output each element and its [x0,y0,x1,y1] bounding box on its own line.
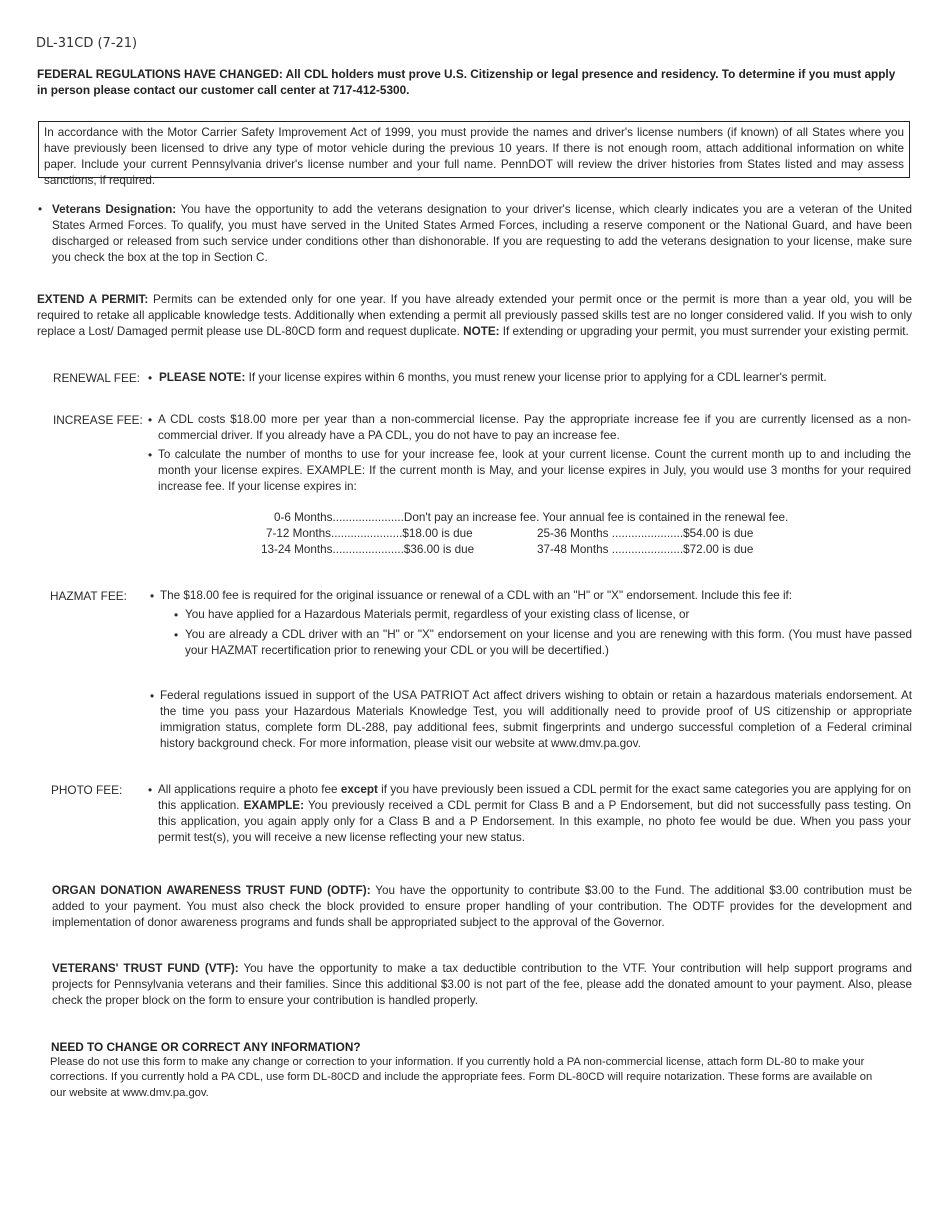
bullet: • [148,371,153,385]
increase-table-row-7-12: 7-12 Months......................$18.00 is due [266,527,473,540]
bullet: • [150,589,155,603]
photo-fee-text-a: All applications require a photo fee [158,783,341,796]
odtf-section [52,883,912,931]
bullet: • [38,203,43,216]
mcsia-notice-box [38,121,910,187]
renewal-note-label: PLEASE NOTE: [159,371,246,384]
photo-fee-example-label: EXAMPLE: [243,799,304,812]
bullet: • [150,689,155,703]
hazmat-fee-sub-2: You are already a CDL driver with an "H" or "X" endorsement on your license and you are renewing with this form. (You must have passed your HAZMAT recertification prior to renewing your CDL or you will be decertified.) [185,628,912,657]
increase-table-row-0-6: 0-6 Months......................Don't pay an increase fee. Your annual fee is contained in the renewal fee. [274,511,789,524]
vtf-section [52,961,912,1009]
bullet: • [148,783,153,797]
odtf-heading: ORGAN DONATION AWARENESS TRUST FUND (ODTF): [52,884,371,897]
bullet: • [148,448,153,462]
photo-fee-text-b: if you have previously been issued a CDL permit for the exact same categories you are applying for on this application. [158,783,911,812]
vtf-text: You have the opportunity to make a tax deductible contribution to the VTF. Your contribution will help support programs and projects for Pennsylvania veterans and their families. Since this additional $3.00 is not part of the fee, please add the donated amount to your payment. Also, please check the proper block on the form to ensure your contribution is handled properly. [52,962,913,1007]
increase-table-row-37-48: 37-48 Months ......................$72.00 is due [537,543,754,556]
renewal-note-text: If your license expires within 6 months, you must renew your license prior to applying for a CDL learner's permit. [245,371,827,384]
federal-regulations-notice: FEDERAL REGULATIONS HAVE CHANGED: All CDL holders must prove U.S. Citizenship or legal presence and residency. To determine if you must apply in person please contact our customer call center at 717-412-5300. [37,67,896,97]
photo-fee-text-c: You previously received a CDL permit for Class B and a P Endorsement, but did not successfully pass testing. On this application, you again apply only for a Class B and a P Endorsement. In this example, no photo fee would be due. When you pass your permit test(s), you will receive a new license reflecting your new status. [158,799,911,844]
photo-fee-text [158,782,911,846]
bullet: • [174,628,179,642]
hazmat-fee-label: HAZMAT FEE: [50,589,127,603]
form-number: DL-31CD (7-21) [36,36,138,51]
photo-fee-except: except [340,783,378,796]
vtf-heading: VETERANS' TRUST FUND (VTF): [52,962,239,975]
extend-permit-note-text: If extending or upgrading your permit, you must surrender your existing permit. [499,325,909,338]
increase-fee-label: INCREASE FEE: [53,413,143,427]
change-info-heading: NEED TO CHANGE OR CORRECT ANY INFORMATION? [51,1040,361,1054]
bullet: • [174,608,179,622]
extend-permit-section [37,292,912,340]
veterans-designation-text: You have the opportunity to add the veterans designation to your driver's license, which clearly indicates you are a veteran of the United States Armed Forces. To qualify, you must have served in the United States Armed Forces, including a reserve component or the National Guard, and have been discharged or released from such service under conditions other than dishonorable. If you are requesting to add the veterans designation to your license, make sure you check the box at the top in Section C. [52,203,912,264]
change-info-text: Please do not use this form to make any change or correction to your information. If you currently hold a PA non-commercial license, attach form DL-80 to make your corrections. If you currently hold a PA CDL, use form DL-80CD and include the appropriate fees. Form DL-80CD will require notarization. These forms are available on our website at www.dmv.pa.gov. [50,1056,873,1099]
extend-permit-text: Permits can be extended only for one year. If you have already extended your permit once or the permit is more than a year old, you will be required to retake all applicable knowledge tests. Additionally when extending a permit all previously passed skills test are no longer considered valid. If you wish to only replace a Lost/ Damaged permit please use DL-80CD form and request duplicate. [37,293,912,338]
increase-fee-bullet-2: To calculate the number of months to use for your increase fee, look at your current license. Count the current month up to and including the month your license expires. EXAMPLE: If the current month is May, and your license expires in July, you would use 3 months for your required increase fee. If your license expires in: [158,448,911,493]
hazmat-fee-sub-1: You have applied for a Hazardous Materials permit, regardless of your existing class of license, or [185,608,690,621]
veterans-designation-section [38,202,912,266]
increase-table-row-13-24: 13-24 Months......................$36.00 is due [261,543,475,556]
renewal-fee-text [159,370,909,386]
bullet: • [148,413,153,427]
hazmat-fee-bullet-1: The $18.00 fee is required for the original issuance or renewal of a CDL with an "H" or "X" endorsement. Include this fee if: [160,589,793,602]
extend-permit-note-label: NOTE: [463,325,500,338]
photo-fee-label: PHOTO FEE: [51,783,123,797]
renewal-fee-label: RENEWAL FEE: [53,371,140,385]
increase-fee-bullet-1: A CDL costs $18.00 more per year than a non-commercial license. Pay the appropriate increase fee if you are currently licensed as a non-commercial driver. If you already have a PA CDL, you do not have to pay an increase fee. [158,413,911,442]
extend-permit-heading: EXTEND A PERMIT: [37,293,149,306]
odtf-text: You have the opportunity to contribute $3.00 to the Fund. The additional $3.00 contribution must be added to your payment. You must also check the block provided to ensure proper handling of your contribution. The ODTF provides for the development and implementation of donor awareness programs and funds shall be appropriated subject to the approval of the Governor. [52,884,912,929]
mcsia-notice-text: In accordance with the Motor Carrier Safety Improvement Act of 1999, you must provide the names and driver's license numbers (if known) of all States where you have previously been licensed to drive any type of motor vehicle during the previous 10 years. If there is not enough room, attach additional information on white paper. Include your current Pennsylvania driver's license number and your full name. PennDOT will review the driver histories from States listed and may assess sanctions, if required. [44,126,904,187]
hazmat-fee-bullet-2: Federal regulations issued in support of the USA PATRIOT Act affect drivers wishing to obtain or retain a hazardous materials endorsement. At the time you pass your Hazardous Materials Knowledge Test, you will additionally need to provide proof of US citizenship or appropriate immigration status, complete form DL-288, pay additional fees, submit fingerprints and undergo successful completion of a Federal criminal history background check. For more information, please visit our website at www.dmv.pa.gov. [160,689,912,750]
veterans-designation-heading: Veterans Designation: [52,203,177,216]
increase-table-row-25-36: 25-36 Months ......................$54.00 is due [537,527,754,540]
